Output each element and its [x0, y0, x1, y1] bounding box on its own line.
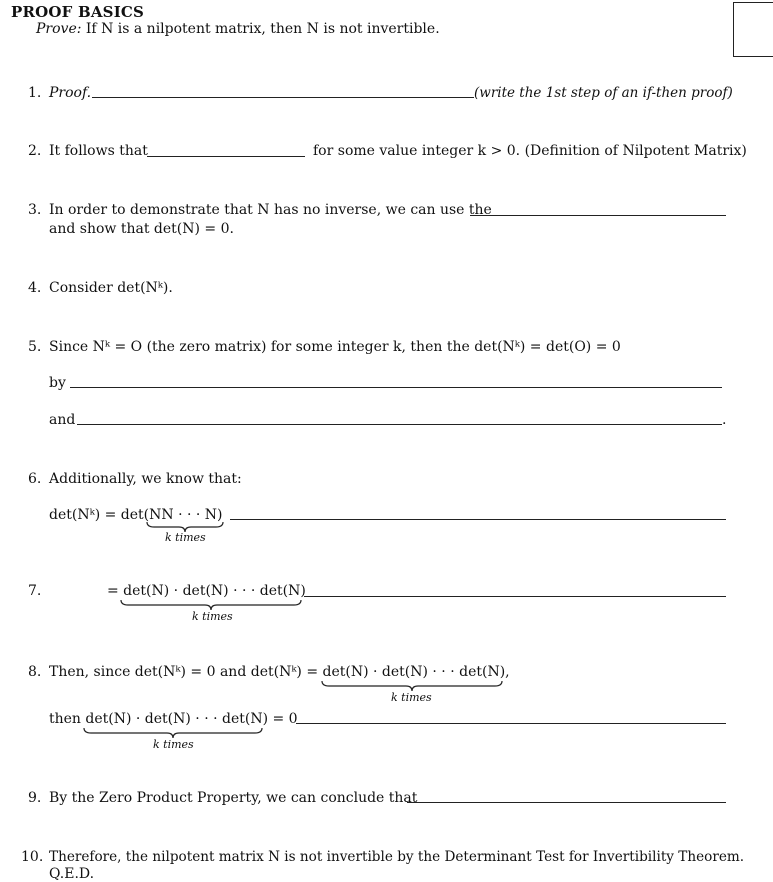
- item-7-brace-label: k times: [192, 610, 233, 623]
- item-8-brace-label: k times: [391, 691, 432, 704]
- item-7-expression: = det(N) · det(N) · · · det(N): [107, 583, 306, 599]
- item-6-brace-label: k times: [165, 531, 206, 544]
- item-6-answer-line[interactable]: [230, 519, 726, 520]
- item-3-text-line1: In order to demonstrate that N has no inverse, we can use the: [49, 202, 492, 218]
- item-3-number: 3.: [28, 202, 42, 218]
- item-5-and-answer-line[interactable]: [77, 424, 722, 425]
- item-2-text-before: It follows that: [49, 143, 148, 159]
- item-10-number: 10.: [21, 849, 44, 865]
- item-6-number: 6.: [28, 471, 42, 487]
- item-10-text-line2: Q.E.D.: [49, 866, 95, 882]
- item-5-by-answer-line[interactable]: [70, 387, 722, 388]
- item-9-number: 9.: [28, 790, 42, 806]
- item-5-by-label: by: [49, 375, 66, 391]
- item-2-text-after: for some value integer k > 0. (Definition of Nilpotent Matrix): [313, 143, 747, 159]
- item-1-answer-line[interactable]: [92, 97, 474, 98]
- item-9-text: By the Zero Product Property, we can conclude that: [49, 790, 418, 806]
- item-5-number: 5.: [28, 339, 42, 355]
- item-8-answer-line[interactable]: [296, 723, 726, 724]
- item-6-expression: det(Nᵏ) = det(NN · · · N): [49, 507, 223, 523]
- prove-line: [36, 21, 440, 37]
- item-7-number: 7.: [28, 583, 42, 599]
- item-5-and-label: and: [49, 412, 76, 428]
- prove-statement: If N is a nilpotent matrix, then N is not invertible.: [85, 21, 440, 37]
- item-6-text: Additionally, we know that:: [49, 471, 242, 487]
- item-8-number: 8.: [28, 664, 42, 680]
- item-8-text: Then, since det(Nᵏ) = 0 and det(Nᵏ) = det(N) · det(N) · · · det(N),: [49, 664, 510, 680]
- item-3-answer-line[interactable]: [470, 215, 726, 216]
- item-9-answer-line[interactable]: [407, 802, 726, 803]
- item-3-text-line2: and show that det(N) = 0.: [49, 221, 234, 237]
- item-2-number: 2.: [28, 143, 42, 159]
- item-5-end-period: .: [722, 412, 727, 428]
- item-1-number: 1.: [28, 85, 42, 101]
- item-7-answer-line[interactable]: [304, 596, 726, 597]
- item-4-text: Consider det(Nᵏ).: [49, 280, 173, 296]
- item-2-answer-line[interactable]: [147, 156, 305, 157]
- item-5-text: Since Nᵏ = O (the zero matrix) for some integer k, then the det(Nᵏ) = det(O) = 0: [49, 339, 621, 355]
- item-1-hint: (write the 1st step of an if-then proof): [474, 85, 733, 101]
- item-10-text-line1: Therefore, the nilpotent matrix N is not invertible by the Determinant Test for Invertibility Theorem.: [49, 849, 745, 865]
- item-4-number: 4.: [28, 280, 42, 296]
- item-8-then-text: then det(N) · det(N) · · · det(N) = 0: [49, 711, 298, 727]
- score-box[interactable]: [733, 2, 773, 57]
- item-8-then-brace-label: k times: [153, 738, 194, 751]
- prove-label: Prove:: [36, 21, 82, 37]
- page-title: PROOF BASICS: [11, 3, 145, 21]
- item-1-label: Proof.: [49, 85, 92, 101]
